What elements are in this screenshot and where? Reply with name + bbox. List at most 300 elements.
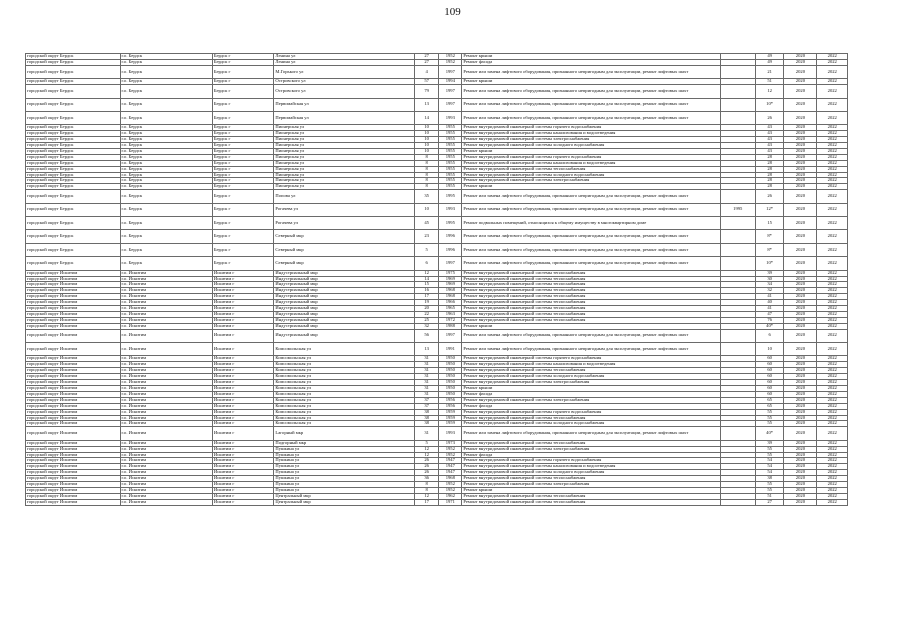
cell-start-year: 2020 <box>784 294 817 300</box>
cell-end-year: 2022 <box>817 85 848 98</box>
cell-period: 28 <box>755 166 784 172</box>
cell-street: Комсомольская ул <box>274 368 415 374</box>
cell-start-year: 2020 <box>784 148 817 154</box>
cell-end-year: 2022 <box>817 493 848 499</box>
cell-work-type: Ремонт внутридомовой инженерной системы теплоснабжения <box>462 476 720 482</box>
cell-district: г.о. Искитим <box>120 270 212 276</box>
cell-district: г.о. Искитим <box>120 294 212 300</box>
cell-house: 31 <box>415 368 439 374</box>
cell-street: Подгорный мкр <box>274 440 415 446</box>
cell-work-type: Ремонт или замена лифтового оборудования, признанного непригодным для эксплуатации, ремонт лифтовых шахт <box>462 203 720 216</box>
cell-start-year: 2020 <box>784 79 817 85</box>
cell-period: 21 <box>755 65 784 78</box>
cell-house: 8 <box>415 160 439 166</box>
cell-street: Индустриальный мкр <box>274 329 415 342</box>
cell-year: 1995 <box>439 190 462 203</box>
cell-period: 43 <box>755 125 784 131</box>
cell-work-type: Ремонт внутридомовой инженерной системы канализования и водоотведения <box>462 362 720 368</box>
cell-work-type: Ремонт внутридомовой инженерной системы холодного водоснабжения <box>462 143 720 149</box>
cell-start-year: 2020 <box>784 385 817 391</box>
cell-start-year: 2020 <box>784 54 817 60</box>
cell-start-year: 2020 <box>784 397 817 403</box>
cell-house: 31 <box>415 374 439 380</box>
cell-year: 1950 <box>439 385 462 391</box>
cell-house: 27 <box>415 59 439 65</box>
cell-period: 28 <box>755 154 784 160</box>
cell-work-type: Ремонт внутридомовой инженерной системы электроснабжения <box>462 397 720 403</box>
cell-period: 55 <box>755 482 784 488</box>
cell-district: г.о. Бердск <box>120 184 212 190</box>
cell-street: Пионерская ул <box>274 184 415 190</box>
cell-house: 38 <box>415 421 439 427</box>
cell-municipality: городской округ Искитим <box>26 482 121 488</box>
cell-period: 55 <box>755 421 784 427</box>
table-row <box>26 98 879 111</box>
cell-start-year: 2020 <box>784 270 817 276</box>
cell-municipality: городской округ Бердск <box>26 98 121 111</box>
cell-period: 54 <box>755 470 784 476</box>
cell-house: 12 <box>415 493 439 499</box>
cell-settlement: Бердск г <box>212 154 274 160</box>
cell-year: 1955 <box>439 166 462 172</box>
cell-district: г.о. Искитим <box>120 482 212 488</box>
cell-year: 1993 <box>439 203 462 216</box>
cell-street: Пионерская ул <box>274 131 415 137</box>
cell-municipality: городской округ Искитим <box>26 391 121 397</box>
cell-work-type: Ремонт крыши <box>462 487 720 493</box>
cell-settlement: Бердск г <box>212 257 274 270</box>
cell-municipality: городской округ Искитим <box>26 374 121 380</box>
cell-house: 5 <box>415 243 439 256</box>
cell-start-year: 2020 <box>784 374 817 380</box>
cell-street: Пионерская ул <box>274 125 415 131</box>
cell-period: 54 <box>755 458 784 464</box>
cell-period: 8* <box>755 243 784 256</box>
cell-district: г.о. Искитим <box>120 374 212 380</box>
cell-street: Индустриальный мкр <box>274 311 415 317</box>
cell-settlement: Искитим г <box>212 427 274 440</box>
cell-municipality: городской округ Бердск <box>26 85 121 98</box>
cell-work-type: Ремонт фасада <box>462 452 720 458</box>
cell-district: г.о. Бердск <box>120 148 212 154</box>
cell-work-type: Ремонт внутридомовой инженерной системы теплоснабжения <box>462 368 720 374</box>
cell-municipality: городской округ Искитим <box>26 409 121 415</box>
cell-year: 1952 <box>439 446 462 452</box>
cell-settlement: Искитим г <box>212 288 274 294</box>
cell-municipality: городской округ Искитим <box>26 397 121 403</box>
cell-year: 1969 <box>439 282 462 288</box>
cell-house: 8 <box>415 166 439 172</box>
cell-work-type: Ремонт внутридомовой инженерной системы канализования и водоотведения <box>462 160 720 166</box>
cell-year: 1993 <box>439 111 462 124</box>
cell-settlement: Бердск г <box>212 148 274 154</box>
cell-year: 1955 <box>439 131 462 137</box>
cell-district: г.о. Искитим <box>120 300 212 306</box>
cell-year: 1955 <box>439 160 462 166</box>
table-row <box>26 230 879 243</box>
cell-start-year: 2020 <box>784 160 817 166</box>
cell-street: Пионерская ул <box>274 143 415 149</box>
cell-start-year: 2020 <box>784 446 817 452</box>
cell-work-type: Ремонт внутридомовой инженерной системы теплоснабжения <box>462 282 720 288</box>
cell-municipality: городской округ Бердск <box>26 243 121 256</box>
cell-district: г.о. Искитим <box>120 446 212 452</box>
cell-house: 31 <box>415 391 439 397</box>
cell-end-year: 2022 <box>817 427 848 440</box>
cell-street: Комсомольская ул <box>274 421 415 427</box>
cell-year: 1972 <box>439 317 462 323</box>
cell-house: 22 <box>415 311 439 317</box>
cell-work-type: Ремонт внутридомовой инженерной системы горячего водоснабжения <box>462 356 720 362</box>
cell-start-year: 2020 <box>784 217 817 230</box>
cell-year: 1950 <box>439 374 462 380</box>
table-row <box>26 203 879 216</box>
cell-settlement: Искитим г <box>212 499 274 505</box>
cell-settlement: Бердск г <box>212 166 274 172</box>
cell-end-year: 2022 <box>817 470 848 476</box>
cell-municipality: городской округ Бердск <box>26 54 121 60</box>
cell-end-year: 2022 <box>817 368 848 374</box>
cell-house: 8 <box>415 172 439 178</box>
cell-start-year: 2020 <box>784 288 817 294</box>
cell-district: г.о. Бердск <box>120 125 212 131</box>
cell-settlement: Бердск г <box>212 131 274 137</box>
cell-settlement: Бердск г <box>212 178 274 184</box>
cell-period: 60 <box>755 368 784 374</box>
page-number: 109 <box>444 6 461 18</box>
cell-work-type: Ремонт крыши <box>462 323 720 329</box>
cell-street: Пушкина ул <box>274 476 415 482</box>
cell-street: Индустриальный мкр <box>274 306 415 312</box>
cell-start-year: 2020 <box>784 311 817 317</box>
cell-district: г.о. Искитим <box>120 464 212 470</box>
cell-year: 1947 <box>439 458 462 464</box>
cell-end-year: 2022 <box>817 446 848 452</box>
cell-municipality: городской округ Искитим <box>26 329 121 342</box>
cell-settlement: Бердск г <box>212 243 274 256</box>
cell-end-year: 2022 <box>817 294 848 300</box>
cell-district: г.о. Искитим <box>120 427 212 440</box>
cell-street: Индустриальный мкр <box>274 317 415 323</box>
cell-period: 40 <box>755 300 784 306</box>
cell-period: 10* <box>755 98 784 111</box>
cell-district: г.о. Искитим <box>120 276 212 282</box>
cell-municipality: городской округ Бердск <box>26 111 121 124</box>
cell-street: Индустриальный мкр <box>274 270 415 276</box>
cell-end-year: 2022 <box>817 282 848 288</box>
cell-municipality: городской округ Искитим <box>26 368 121 374</box>
cell-period: 27 <box>755 499 784 505</box>
cell-period: 43 <box>755 143 784 149</box>
cell-street: Первомайская ул <box>274 98 415 111</box>
cell-year: 1955 <box>439 148 462 154</box>
table-row <box>26 85 879 98</box>
cell-house: 17 <box>415 294 439 300</box>
cell-municipality: городской округ Искитим <box>26 493 121 499</box>
cell-period: 26 <box>755 111 784 124</box>
cell-street: Комсомольская ул <box>274 385 415 391</box>
cell-start-year: 2020 <box>784 111 817 124</box>
cell-period: 38 <box>755 476 784 482</box>
cell-start-year: 2020 <box>784 282 817 288</box>
cell-start-year: 2020 <box>784 257 817 270</box>
cell-house: 8 <box>415 487 439 493</box>
cell-end-year: 2022 <box>817 440 848 446</box>
cell-end-year: 2022 <box>817 385 848 391</box>
cell-year: 1997 <box>439 98 462 111</box>
cell-street: Комсомольская ул <box>274 391 415 397</box>
cell-work-type: Ремонт внутридомовой инженерной системы теплоснабжения <box>462 499 720 505</box>
cell-district: г.о. Искитим <box>120 440 212 446</box>
cell-settlement: Искитим г <box>212 446 274 452</box>
table-row <box>26 190 879 203</box>
cell-street: Индустриальный мкр <box>274 288 415 294</box>
cell-settlement: Искитим г <box>212 282 274 288</box>
cell-settlement: Бердск г <box>212 59 274 65</box>
cell-year: 1959 <box>439 415 462 421</box>
cell-start-year: 2020 <box>784 427 817 440</box>
cell-year: 1956 <box>439 403 462 409</box>
cell-year: 1997 <box>439 85 462 98</box>
cell-work-type: Ремонт внутридомовой инженерной системы теплоснабжения <box>462 270 720 276</box>
cell-year: 1952 <box>439 59 462 65</box>
cell-municipality: городской округ Искитим <box>26 317 121 323</box>
cell-settlement: Искитим г <box>212 487 274 493</box>
cell-house: 23 <box>415 230 439 243</box>
cell-extra <box>720 257 755 270</box>
cell-year: 1993 <box>439 427 462 440</box>
cell-period: 76 <box>755 317 784 323</box>
cell-year: 1996 <box>439 230 462 243</box>
cell-period: 55 <box>755 409 784 415</box>
cell-work-type: Ремонт крыши <box>462 184 720 190</box>
cell-period: 49 <box>755 54 784 60</box>
cell-settlement: Искитим г <box>212 476 274 482</box>
cell-start-year: 2020 <box>784 184 817 190</box>
cell-house: 56 <box>415 329 439 342</box>
cell-end-year: 2022 <box>817 343 848 356</box>
cell-district: г.о. Искитим <box>120 356 212 362</box>
cell-settlement: Бердск г <box>212 160 274 166</box>
cell-start-year: 2020 <box>784 131 817 137</box>
cell-extra <box>720 111 755 124</box>
cell-start-year: 2020 <box>784 499 817 505</box>
cell-settlement: Искитим г <box>212 306 274 312</box>
cell-house: 12 <box>415 452 439 458</box>
cell-period: 34 <box>755 282 784 288</box>
cell-settlement: Искитим г <box>212 380 274 386</box>
cell-work-type: Ремонт или замена лифтового оборудования, признанного непригодным для эксплуатации, ремонт лифтовых шахт <box>462 243 720 256</box>
cell-house: 27 <box>415 54 439 60</box>
cell-start-year: 2020 <box>784 190 817 203</box>
cell-start-year: 2020 <box>784 317 817 323</box>
cell-end-year: 2022 <box>817 143 848 149</box>
cell-municipality: городской округ Бердск <box>26 154 121 160</box>
cell-district: г.о. Бердск <box>120 111 212 124</box>
cell-start-year: 2020 <box>784 323 817 329</box>
cell-period: 40* <box>755 323 784 329</box>
cell-start-year: 2020 <box>784 85 817 98</box>
cell-end-year: 2022 <box>817 362 848 368</box>
cell-municipality: городской округ Искитим <box>26 470 121 476</box>
cell-period: 10* <box>755 257 784 270</box>
cell-district: г.о. Бердск <box>120 203 212 216</box>
cell-house: 10 <box>415 203 439 216</box>
cell-year: 1955 <box>439 172 462 178</box>
cell-year: 1950 <box>439 380 462 386</box>
cell-period: 49 <box>755 59 784 65</box>
cell-end-year: 2022 <box>817 98 848 111</box>
cell-start-year: 2020 <box>784 476 817 482</box>
cell-work-type: Ремонт крыши <box>462 79 720 85</box>
cell-start-year: 2020 <box>784 391 817 397</box>
cell-year: 1965 <box>439 306 462 312</box>
cell-work-type: Ремонт внутридомовой инженерной системы холодного водоснабжения <box>462 421 720 427</box>
cell-house: 19 <box>415 300 439 306</box>
cell-street: Первомайская ул <box>274 111 415 124</box>
cell-settlement: Искитим г <box>212 317 274 323</box>
cell-house: 10 <box>415 125 439 131</box>
cell-district: г.о. Искитим <box>120 343 212 356</box>
cell-period: 10 <box>755 343 784 356</box>
cell-municipality: городской округ Искитим <box>26 276 121 282</box>
cell-municipality: городской округ Искитим <box>26 446 121 452</box>
cell-start-year: 2020 <box>784 166 817 172</box>
cell-settlement: Искитим г <box>212 329 274 342</box>
cell-start-year: 2020 <box>784 415 817 421</box>
cell-settlement: Искитим г <box>212 452 274 458</box>
cell-period: 51 <box>755 493 784 499</box>
cell-house: 38 <box>415 409 439 415</box>
cell-start-year: 2020 <box>784 178 817 184</box>
cell-street: Комсомольская ул <box>274 415 415 421</box>
cell-end-year: 2022 <box>817 79 848 85</box>
cell-year: 1952 <box>439 487 462 493</box>
cell-house: 31 <box>415 362 439 368</box>
cell-year: 1988 <box>439 323 462 329</box>
cell-end-year: 2022 <box>817 306 848 312</box>
cell-settlement: Искитим г <box>212 421 274 427</box>
cell-settlement: Искитим г <box>212 300 274 306</box>
cell-street: Островского ул <box>274 85 415 98</box>
cell-settlement: Искитим г <box>212 403 274 409</box>
cell-municipality: городской округ Бердск <box>26 166 121 172</box>
cell-house: 8 <box>415 184 439 190</box>
cell-start-year: 2020 <box>784 98 817 111</box>
cell-district: г.о. Искитим <box>120 385 212 391</box>
cell-house: 37 <box>415 397 439 403</box>
cell-year: 1996 <box>439 243 462 256</box>
cell-house: 10 <box>415 131 439 137</box>
cell-period: 60 <box>755 391 784 397</box>
table-row <box>26 257 879 270</box>
cell-end-year: 2022 <box>817 415 848 421</box>
cell-year: 1956 <box>439 397 462 403</box>
cell-settlement: Бердск г <box>212 203 274 216</box>
cell-period: 51 <box>755 79 784 85</box>
cell-end-year: 2022 <box>817 452 848 458</box>
cell-municipality: городской округ Искитим <box>26 487 121 493</box>
cell-district: г.о. Искитим <box>120 452 212 458</box>
cell-year: 1968 <box>439 288 462 294</box>
cell-settlement: Бердск г <box>212 111 274 124</box>
cell-work-type: Ремонт или замена лифтового оборудования, признанного непригодным для эксплуатации, ремонт лифтовых шахт <box>462 65 720 78</box>
cell-settlement: Искитим г <box>212 464 274 470</box>
cell-year: 1971 <box>439 499 462 505</box>
cell-year: 1952 <box>439 452 462 458</box>
cell-settlement: Искитим г <box>212 323 274 329</box>
cell-street: Комсомольская ул <box>274 409 415 415</box>
cell-year: 1955 <box>439 125 462 131</box>
cell-district: г.о. Искитим <box>120 391 212 397</box>
cell-settlement: Искитим г <box>212 311 274 317</box>
cell-district: г.о. Искитим <box>120 306 212 312</box>
cell-street: Комсомольская ул <box>274 343 415 356</box>
cell-municipality: городской округ Бердск <box>26 184 121 190</box>
cell-period: 60 <box>755 362 784 368</box>
cell-period: 8* <box>755 230 784 243</box>
cell-end-year: 2022 <box>817 421 848 427</box>
cell-house: 10 <box>415 143 439 149</box>
cell-end-year: 2022 <box>817 111 848 124</box>
cell-start-year: 2020 <box>784 172 817 178</box>
cell-period: 41 <box>755 306 784 312</box>
cell-house: 8 <box>415 482 439 488</box>
cell-settlement: Бердск г <box>212 137 274 143</box>
cell-district: г.о. Бердск <box>120 85 212 98</box>
cell-settlement: Искитим г <box>212 374 274 380</box>
cell-municipality: городской округ Искитим <box>26 427 121 440</box>
cell-end-year: 2022 <box>817 178 848 184</box>
cell-extra <box>720 343 755 356</box>
cell-end-year: 2022 <box>817 257 848 270</box>
cell-year: 1997 <box>439 329 462 342</box>
cell-settlement: Искитим г <box>212 391 274 397</box>
cell-district: г.о. Искитим <box>120 470 212 476</box>
cell-work-type: Ремонт внутридомовой инженерной системы теплоснабжения <box>462 311 720 317</box>
cell-start-year: 2020 <box>784 470 817 476</box>
cell-start-year: 2020 <box>784 409 817 415</box>
cell-street: Пионерская ул <box>274 166 415 172</box>
cell-work-type: Ремонт крыши <box>462 54 720 60</box>
cell-house: 36 <box>415 476 439 482</box>
cell-street: Индустриальный мкр <box>274 294 415 300</box>
cell-year: 1991 <box>439 343 462 356</box>
cell-district: г.о. Бердск <box>120 166 212 172</box>
cell-municipality: городской округ Бердск <box>26 172 121 178</box>
cell-municipality: городской округ Искитим <box>26 499 121 505</box>
cell-work-type: Ремонт внутридомовой инженерной системы теплоснабжения <box>462 415 720 421</box>
cell-district: г.о. Бердск <box>120 79 212 85</box>
cell-work-type: Ремонт внутридомовой инженерной системы теплоснабжения <box>462 440 720 446</box>
table-row <box>26 427 879 440</box>
cell-municipality: городской округ Искитим <box>26 440 121 446</box>
cell-street: Северный мкр <box>274 257 415 270</box>
cell-start-year: 2020 <box>784 137 817 143</box>
cell-work-type: Ремонт внутридомовой инженерной системы горячего водоснабжения <box>462 409 720 415</box>
cell-end-year: 2022 <box>817 276 848 282</box>
cell-street: Рогачева ул <box>274 217 415 230</box>
cell-district: г.о. Искитим <box>120 409 212 415</box>
cell-settlement: Искитим г <box>212 356 274 362</box>
cell-period: 30 <box>755 276 784 282</box>
cell-settlement: Бердск г <box>212 85 274 98</box>
cell-settlement: Бердск г <box>212 98 274 111</box>
cell-municipality: городской округ Бердск <box>26 190 121 203</box>
table-row <box>26 329 879 342</box>
cell-start-year: 2020 <box>784 306 817 312</box>
cell-street: Ленина ул <box>274 59 415 65</box>
